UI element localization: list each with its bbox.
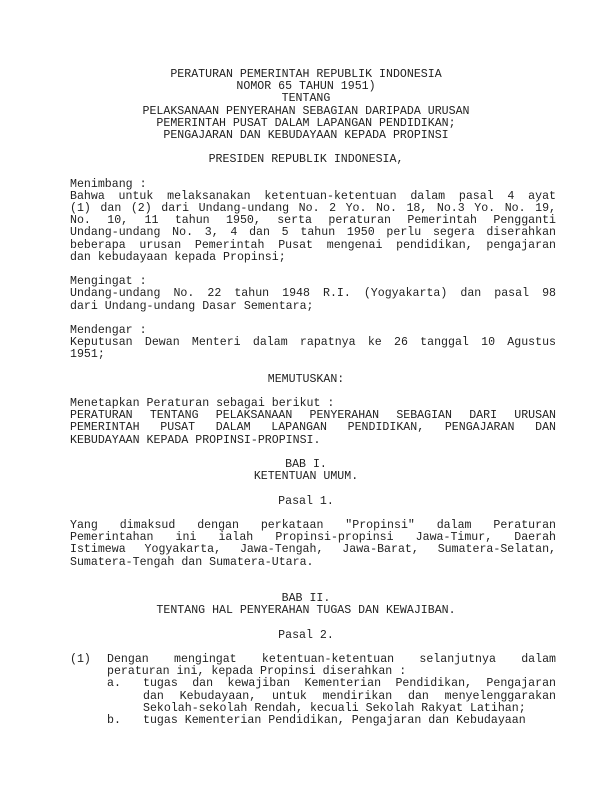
menimbang-body-line-4: Undang-undang No. 3, 4 dan 5 tahun 1950 perlu segera diserahkan: [70, 226, 556, 240]
blank-line: [70, 569, 556, 581]
pasal-2-item-1a-line-2: dan Kebudayaan, untuk mendirikan dan menyelenggarakan: [143, 689, 556, 703]
mendengar-body-line-2: 1951;: [70, 348, 105, 362]
title-line-2: NOMOR 65 TAHUN 1951): [236, 80, 376, 94]
pasal-1-body-line-4: Sumatera-Tengah dan Sumatera-Utara.: [70, 555, 314, 569]
pasal-2-item-1-line-1: (1) Dengan mengingat ketentuan-ketentuan selanjutnya dalam: [70, 653, 556, 666]
pasal-2-item-1b-line-1: b. tugas Kementerian Pendidikan, Pengajaran dan Kebudayaan: [107, 713, 526, 727]
bab-1-subheading: KETENTUAN UMUM.: [253, 470, 359, 484]
list-marker: (1): [70, 653, 91, 666]
title-line-1: PERATURAN PEMERINTAH REPUBLIK INDONESIA: [170, 68, 442, 81]
blank-line: [70, 617, 556, 629]
list-marker: b.: [107, 713, 121, 727]
mendengar-label: Mendengar :: [70, 323, 147, 337]
menimbang-body-line-2: (1) dan (2) dari Undang-undang No. 2 Yo. No. 18, No.3 Yo. No. 19,: [70, 202, 556, 216]
pasal-1-heading: Pasal 1.: [278, 494, 334, 508]
document-content: [70, 69, 556, 727]
memutuskan-heading: MEMUTUSKAN:: [267, 372, 345, 386]
menimbang-body-line-3: No. 10, 11 tahun 1950, serta peraturan Pemerintah Pengganti: [70, 214, 556, 228]
menimbang-body-line-5: beberapa urusan Pemerintah Pusat mengenai pendidikan, pengajaran: [70, 238, 556, 252]
pasal-2-item-1a-line-1: a. tugas dan kewajiban Kementerian Pendidikan, Pengajaran: [107, 677, 556, 691]
pasal-1-body-line-2: Pemerintahan ini ialah Propinsi-propinsi Jawa-Timur, Daerah: [70, 531, 556, 545]
mengingat-body-line-2: dari Undang-undang Dasar Sementara;: [70, 299, 314, 313]
mengingat-label: Mengingat :: [70, 275, 147, 289]
penetapan-body-line-3: KEBUDAYAAN KEPADA PROPINSI-PROPINSI.: [70, 433, 321, 447]
penetapan-body-line-1: PERATURAN TENTANG PELAKSANAAN PENYERAHAN SEBAGIAN DARI URUSAN: [70, 409, 556, 423]
pasal-1-body-line-3: Istimewa Yogyakarta, Jawa-Tengah, Jawa-Barat, Sumatera-Selatan,: [70, 543, 556, 557]
bab-2-heading: BAB II.: [281, 592, 331, 606]
menimbang-body-line-1: Bahwa untuk melaksanakan ketentuan-ketentuan dalam pasal 4 ayat: [70, 189, 556, 203]
pasal-2-heading: Pasal 2.: [278, 628, 334, 642]
pasal-1-body-line-1: Yang dimaksud dengan perkataan "Propinsi" dalam Peraturan: [70, 518, 556, 532]
title-line-6: PENGAJARAN DAN KEBUDAYAAN KEPADA PROPINSI: [163, 128, 449, 142]
bab-1-heading: BAB I.: [285, 458, 327, 471]
menetapkan-line: Menetapkan Peraturan sebagai berikut :: [70, 397, 335, 411]
mendengar-body-line-1: Keputusan Dewan Menteri dalam rapatnya ke 26 tanggal 10 Agustus: [70, 336, 556, 350]
blank-line: [70, 483, 556, 495]
menimbang-body-line-6: dan kebudayaan kepada Propinsi;: [70, 250, 286, 264]
list-marker: a.: [107, 677, 121, 691]
blank-line: [70, 167, 556, 179]
blank-line: [70, 362, 556, 374]
title-line-5: PEMERINTAH PUSAT DALAM LAPANGAN PENDIDIKAN;: [156, 116, 456, 130]
pasal-2-item-1-line-2: peraturan ini, kepada Propinsi diserahkan :: [107, 665, 407, 679]
menimbang-label: Menimbang :: [70, 177, 147, 191]
presiden-line: PRESIDEN REPUBLIK INDONESIA,: [208, 153, 404, 167]
title-line-3: TENTANG: [281, 92, 331, 106]
title-line-4: PELAKSANAAN PENYERAHAN SEBAGIAN DARIPADA URUSAN: [142, 104, 470, 118]
mengingat-body-line-1: Undang-undang No. 22 tahun 1948 R.I. (Yogyakarta) dan pasal 98: [70, 287, 556, 301]
penetapan-body-line-2: PEMERINTAH PUSAT DALAM LAPANGAN PENDIDIKAN, PENGAJARAN DAN: [70, 421, 556, 435]
bab-2-subheading: TENTANG HAL PENYERAHAN TUGAS DAN KEWAJIBAN.: [156, 604, 456, 618]
pasal-2-item-1a-line-3: Sekolah-sekolah Rendah, kecuali Sekolah Rakyat Latihan;: [143, 701, 526, 715]
